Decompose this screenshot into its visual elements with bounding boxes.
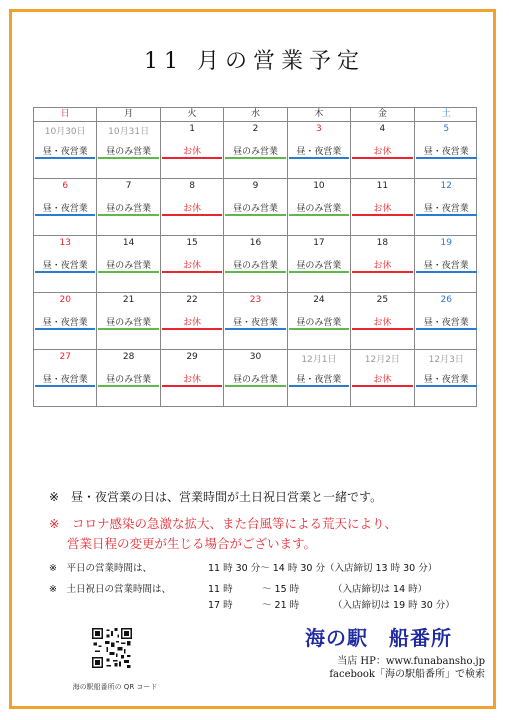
- status-underline: [289, 157, 349, 159]
- page-title: 11 月の営業予定: [144, 49, 365, 74]
- calendar-day-cell: [34, 122, 97, 178]
- status-underline: [98, 157, 158, 159]
- day-status: 昼・夜営業: [42, 375, 88, 385]
- day-number: 3: [316, 124, 322, 134]
- day-status: 昼・夜営業: [423, 204, 469, 214]
- day-status: 昼のみ営業: [106, 261, 152, 271]
- calendar-day-cell: [97, 293, 160, 349]
- holiday-lunch-start: 11 時: [208, 584, 233, 595]
- calendar-day-cell: [415, 236, 478, 292]
- day-status: お休: [373, 318, 392, 328]
- calendar-day-cell: [97, 122, 160, 178]
- status-underline: [225, 271, 285, 273]
- calendar-week-row: [34, 293, 476, 350]
- holiday-dinner-start: 17 時: [208, 600, 233, 611]
- day-number: 23: [249, 295, 262, 305]
- day-number: 27: [59, 352, 71, 362]
- day-status: お休: [183, 318, 202, 328]
- status-underline: [98, 385, 158, 387]
- day-number: 12月1日: [301, 355, 337, 365]
- day-number: 13: [59, 238, 71, 248]
- calendar-week-row: [34, 179, 476, 236]
- weekday-header: [34, 108, 476, 122]
- day-status: 昼・夜営業: [42, 261, 88, 271]
- status-underline: [289, 328, 349, 330]
- status-underline: [289, 271, 349, 273]
- calendar-day-cell: [34, 293, 97, 349]
- status-underline: [352, 157, 412, 159]
- status-underline: [416, 271, 477, 273]
- day-number: 30: [249, 352, 262, 362]
- day-number: 17: [313, 238, 325, 248]
- day-status: 昼・夜営業: [423, 318, 469, 328]
- day-number: 12: [440, 181, 452, 191]
- weekday-hours-value: 11 時 30 分〜 14 時 30 分（入店締切 13 時 30 分）: [208, 563, 438, 574]
- day-status: 昼のみ営業: [232, 204, 278, 214]
- day-number: 20: [59, 295, 71, 305]
- status-underline: [416, 328, 477, 330]
- calendar-day-cell: [34, 236, 97, 292]
- day-status: 昼のみ営業: [296, 318, 342, 328]
- status-underline: [225, 328, 285, 330]
- calendar-day-cell: [34, 179, 97, 235]
- day-number: 29: [186, 352, 198, 362]
- day-number: 19: [440, 238, 452, 248]
- day-status: 昼のみ営業: [296, 204, 342, 214]
- homepage-text: 当店 HP：www.funabansho.jp: [337, 656, 485, 667]
- status-underline: [225, 214, 285, 216]
- facebook-text: facebook「海の駅船番所」で検索: [329, 669, 485, 680]
- holiday-dinner-note: （入店締切は 19 時 30 分）: [333, 600, 455, 611]
- day-status: 昼・夜営業: [42, 204, 88, 214]
- qr-code[interactable]: [92, 628, 132, 668]
- day-status: 昼・夜営業: [423, 375, 469, 385]
- day-number: 26: [440, 295, 452, 305]
- day-status: 昼・夜営業: [42, 147, 88, 157]
- status-underline: [416, 385, 477, 387]
- day-number: 22: [186, 295, 198, 305]
- day-status: お休: [373, 204, 392, 214]
- calendar-day-cell: [224, 350, 287, 406]
- calendar-week-row: [34, 122, 476, 179]
- calendar-day-cell: [161, 350, 224, 406]
- day-number: 1: [189, 124, 195, 134]
- weekday-header-cell: 日: [34, 108, 97, 121]
- status-underline: [162, 214, 222, 216]
- status-underline: [98, 271, 158, 273]
- holiday-lunch-note: （入店締切は 14 時）: [333, 584, 428, 595]
- status-underline: [162, 157, 222, 159]
- day-number: 5: [443, 124, 450, 134]
- calendar-day-cell: [351, 293, 414, 349]
- calendar-day-cell: [97, 236, 160, 292]
- calendar-day-cell: [288, 236, 351, 292]
- status-underline: [225, 157, 285, 159]
- day-status: 昼のみ営業: [296, 261, 342, 271]
- calendar-day-cell: [351, 350, 414, 406]
- status-underline: [416, 214, 477, 216]
- calendar-day-cell: [224, 179, 287, 235]
- day-number: 10月30日: [44, 127, 86, 137]
- weekday-header-cell: 木: [288, 108, 351, 121]
- day-number: 16: [249, 238, 262, 248]
- day-status: お休: [373, 147, 392, 157]
- day-status: 昼のみ営業: [232, 261, 278, 271]
- status-underline: [98, 328, 158, 330]
- contact-info: [285, 655, 485, 681]
- status-underline: [162, 385, 222, 387]
- day-number: 18: [376, 238, 389, 248]
- status-underline: [289, 214, 349, 216]
- day-status: 昼・夜営業: [296, 375, 342, 385]
- calendar-day-cell: [351, 122, 414, 178]
- calendar-day-cell: [224, 122, 287, 178]
- day-status: 昼・夜営業: [232, 318, 278, 328]
- day-number: 10: [313, 181, 325, 191]
- day-number: 12月3日: [428, 355, 464, 365]
- calendar-day-cell: [224, 236, 287, 292]
- day-number: 24: [313, 295, 325, 305]
- calendar-day-cell: [351, 179, 414, 235]
- status-underline: [352, 271, 412, 273]
- weekday-header-cell: 土: [441, 109, 451, 119]
- calendar-day-cell: [97, 179, 160, 235]
- day-status: 昼・夜営業: [423, 147, 469, 157]
- day-status: お休: [373, 261, 392, 271]
- day-number: 25: [376, 295, 389, 305]
- day-status: 昼・夜営業: [42, 318, 88, 328]
- weekday-header-cell: 水: [224, 108, 287, 121]
- calendar-day-cell: [415, 122, 478, 178]
- calendar-day-cell: [351, 236, 414, 292]
- day-status: 昼のみ営業: [106, 375, 152, 385]
- calendar-day-cell: [415, 350, 478, 406]
- calendar-day-cell: [161, 293, 224, 349]
- calendar-week-row: [34, 236, 476, 293]
- status-underline: [35, 328, 95, 330]
- status-underline: [352, 385, 412, 387]
- day-status: 昼のみ営業: [232, 375, 278, 385]
- day-status: お休: [183, 204, 202, 214]
- calendar-day-cell: [161, 122, 224, 178]
- day-number: 28: [122, 352, 135, 362]
- weekday-hours-label: ※ 平日の営業時間は、: [49, 563, 152, 574]
- calendar-day-cell: [288, 350, 351, 406]
- weekday-header-cell: 火: [161, 108, 224, 121]
- day-status: 昼のみ営業: [106, 147, 152, 157]
- weekday-header-cell: 金: [351, 108, 414, 121]
- day-status: 昼のみ営業: [106, 318, 152, 328]
- day-status: お休: [183, 147, 202, 157]
- calendar-day-cell: [97, 350, 160, 406]
- calendar-day-cell: [288, 179, 351, 235]
- calendar-week-row: [34, 350, 476, 407]
- calendar-day-cell: [415, 179, 478, 235]
- day-status: お休: [183, 375, 202, 385]
- day-status: 昼・夜営業: [423, 261, 469, 271]
- status-underline: [162, 271, 222, 273]
- calendar-day-cell: [161, 236, 224, 292]
- day-number: 12月2日: [364, 355, 400, 365]
- calendar-day-cell: [224, 293, 287, 349]
- status-underline: [162, 328, 222, 330]
- status-underline: [35, 157, 95, 159]
- note-warning-line2: 営業日程の変更が生じる場合がございます。: [67, 536, 317, 551]
- note-warning-line1: ※ コロナ感染の急激な拡大、また台風等による荒天により、: [49, 516, 397, 531]
- calendar-day-cell: [288, 122, 351, 178]
- day-number: 9: [252, 181, 259, 191]
- calendar: [33, 107, 477, 407]
- status-underline: [35, 214, 95, 216]
- day-status: 昼・夜営業: [296, 147, 342, 157]
- day-status: 昼のみ営業: [106, 204, 152, 214]
- calendar-day-cell: [34, 350, 97, 406]
- status-underline: [352, 214, 412, 216]
- store-logo: 海の駅 船番所: [305, 626, 452, 650]
- day-number: 7: [125, 181, 132, 191]
- day-number: 11: [376, 181, 389, 191]
- day-status: 昼のみ営業: [232, 147, 278, 157]
- qr-caption: 海の駅船番所の QR コード: [72, 683, 158, 691]
- day-number: 14: [122, 238, 135, 248]
- day-number: 10月31日: [108, 127, 150, 137]
- calendar-day-cell: [415, 293, 478, 349]
- day-status: お休: [373, 375, 392, 385]
- day-number: 15: [186, 238, 198, 248]
- status-underline: [35, 271, 95, 273]
- day-number: 8: [189, 181, 195, 191]
- status-underline: [98, 214, 158, 216]
- calendar-day-cell: [288, 293, 351, 349]
- status-underline: [35, 385, 95, 387]
- day-status: お休: [183, 261, 202, 271]
- holiday-dinner-end: 〜 21 時: [262, 600, 300, 611]
- day-number: 4: [379, 124, 386, 134]
- holiday-hours-label: ※ 土日祝日の営業時間は、: [49, 584, 171, 595]
- weekday-header-cell: 月: [97, 108, 160, 121]
- note-same-hours: ※ 昼・夜営業の日は、営業時間が土日祝日営業と一緒です。: [49, 490, 383, 504]
- calendar-day-cell: [161, 179, 224, 235]
- day-number: 21: [122, 295, 135, 305]
- status-underline: [352, 328, 412, 330]
- day-number: 2: [252, 124, 259, 134]
- status-underline: [225, 385, 285, 387]
- day-number: 6: [62, 181, 69, 191]
- holiday-lunch-end: 〜 15 時: [262, 584, 300, 595]
- status-underline: [289, 385, 349, 387]
- status-underline: [416, 157, 477, 159]
